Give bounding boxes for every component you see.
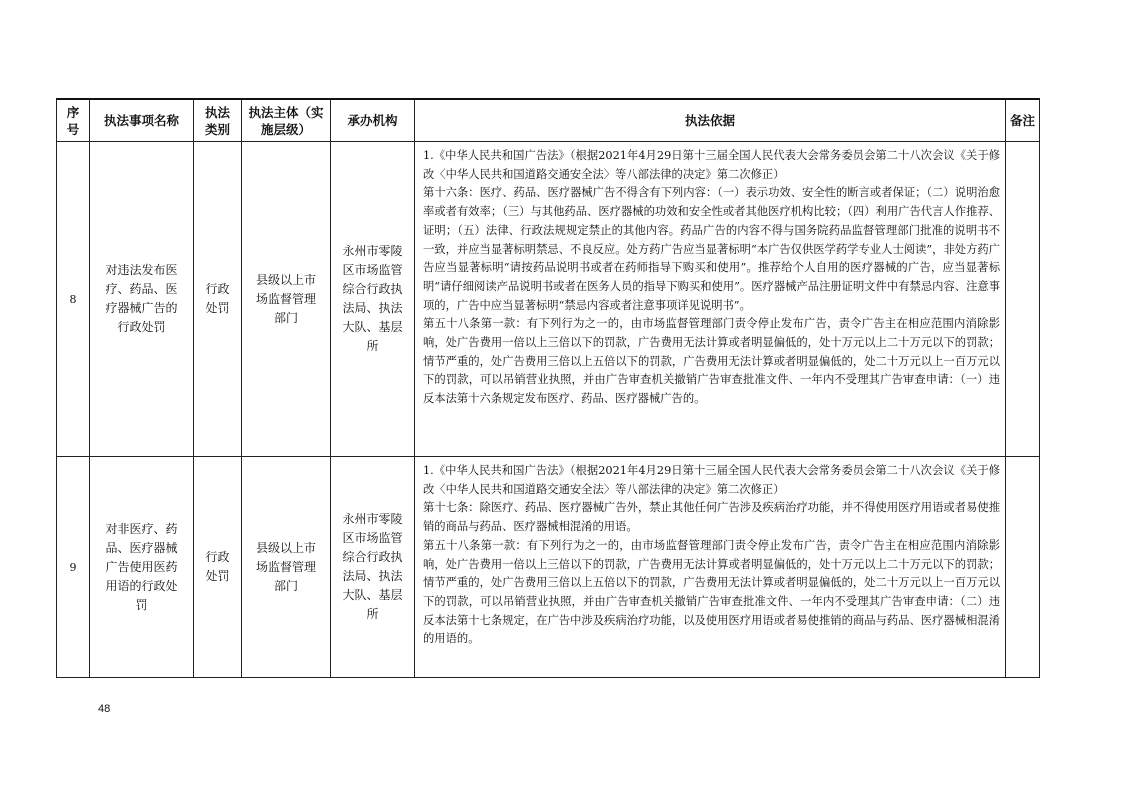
header-org: 承办机构 — [331, 99, 415, 142]
row-subject: 县级以上市场监督管理部门 — [242, 457, 331, 678]
row-basis — [415, 457, 1006, 678]
row-subject: 县级以上市场监督管理部门 — [242, 142, 331, 457]
page-number: 48 — [98, 703, 111, 715]
header-seq: 序号 — [57, 99, 90, 142]
header-note: 备注 — [1006, 99, 1040, 142]
basis-paragraph: 第十七条：除医疗、药品、医疗器械广告外，禁止其他任何广告涉及疾病治疗功能，并不得使用医疗用语或者易使推销的商品与药品、医疗器械相混淆的用语。 — [423, 501, 1000, 534]
basis-paragraph: 1.《中华人民共和国广告法》（根据2021年4月29日第十三届全国人民代表大会常务委员会第二十八次会议《关于修改〈中华人民共和国道路交通安全法〉等八部法律的决定》第二次修正） — [423, 464, 1000, 496]
row-category: 行政处罚 — [194, 142, 242, 457]
row-category: 行政处罚 — [194, 457, 242, 678]
row-basis — [415, 142, 1006, 457]
header-category: 执法类别 — [194, 99, 242, 142]
table-header-row — [57, 99, 1040, 142]
header-subject: 执法主体（实施层级） — [242, 99, 331, 142]
enforcement-table — [56, 98, 1040, 678]
row-seq: 9 — [57, 457, 90, 678]
row-org: 永州市零陵区市场监管综合行政执法局、执法大队、基层所 — [331, 142, 415, 457]
header-basis: 执法依据 — [415, 99, 1006, 142]
row-note — [1006, 457, 1040, 678]
basis-paragraph: 1.《中华人民共和国广告法》（根据2021年4月29日第十三届全国人民代表大会常务委员会第二十八次会议《关于修改〈中华人民共和国道路交通安全法〉等八部法律的决定》第二次修正） — [423, 149, 1000, 181]
header-item: 执法事项名称 — [90, 99, 194, 142]
row-org: 永州市零陵区市场监管综合行政执法局、执法大队、基层所 — [331, 457, 415, 678]
row-item-name: 对非医疗、药品、医疗器械广告使用医药用语的行政处罚 — [90, 457, 194, 678]
row-item-name: 对违法发布医疗、药品、医疗器械广告的行政处罚 — [90, 142, 194, 457]
basis-paragraph: 第五十八条第一款：有下列行为之一的，由市场监督管理部门责令停止发布广告，责令广告主在相应范围内消除影响，处广告费用一倍以上三倍以下的罚款，广告费用无法计算或者明显偏低的，处十万元以上二十万元以下的罚款；情节严重的，处广告费用三倍以上五倍以下的罚款，广告费用无法计算或者明显偏低的，处二十万元以上一百万元以下的罚款，可以吊销营业执照，并由广告审查机关撤销广告审查批准文件、一年内不受理其广告审查申请：（二）违反本法第十七条规定，在广告中涉及疾病治疗功能，以及使用医疗用语或者易使推销的商品与药品、医疗器械相混淆的用语的。 — [423, 538, 1000, 646]
row-seq: 8 — [57, 142, 90, 457]
row-note — [1006, 142, 1040, 457]
basis-paragraph: 第五十八条第一款：有下列行为之一的，由市场监督管理部门责令停止发布广告，责令广告主在相应范围内消除影响，处广告费用一倍以上三倍以下的罚款，广告费用无法计算或者明显偏低的，处十万元以上二十万元以下的罚款；情节严重的，处广告费用三倍以上五倍以下的罚款，广告费用无法计算或者明显偏低的，处二十万元以上一百万元以下的罚款，可以吊销营业执照，并由广告审查机关撤销广告审查批准文件、一年内不受理其广告审查申请：（一）违反本法第十六条规定发布医疗、药品、医疗器械广告的。 — [423, 317, 1000, 406]
table-row — [57, 142, 1040, 457]
basis-paragraph: 第十六条：医疗、药品、医疗器械广告不得含有下列内容：（一）表示功效、安全性的断言或者保证；（二）说明治愈率或者有效率；（三）与其他药品、医疗器械的功效和安全性或者其他医疗机构比较；（四）利用广告代言人作推荐、证明；（五）法律、行政法规规定禁止的其他内容。药品广告的内容不得与国务院药品监督管理部门批准的说明书不一致，并应当显著标明禁忌、不良反应。处方药广告应当显著标明“本广告仅供医学药学专业人士阅读”，非处方药广告应当显著标明“请按药品说明书或者在药师指导下购买和使用”。推荐给个人自用的医疗器械的广告，应当显著标明“请仔细阅读产品说明书或者在医务人员的指导下购买和使用”。医疗器械产品注册证明文件中有禁忌内容、注意事项的，广告中应当显著标明“禁忌内容或者注意事项详见说明书”。 — [423, 186, 1000, 312]
table-row — [57, 457, 1040, 678]
